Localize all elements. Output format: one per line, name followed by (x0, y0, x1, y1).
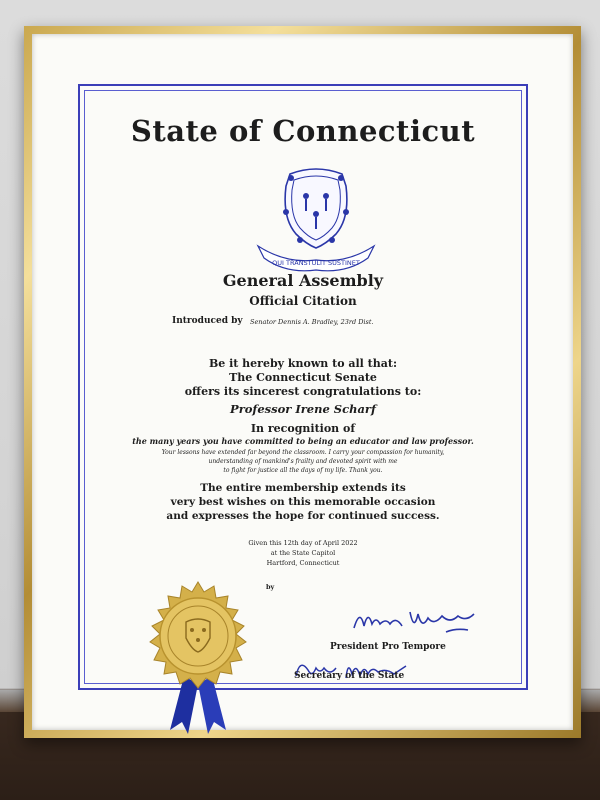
body-line: the many years you have committed to being an educator and law professor. (132, 436, 474, 446)
seal-motto: QUI TRANSTULIT SUSTINET (272, 259, 360, 267)
state-title: State of Connecticut (130, 114, 476, 148)
picture-frame (24, 26, 581, 738)
assembly-title: General Assembly (222, 271, 384, 290)
body-line: to fight for justice all the days of my life. Thank you. (223, 467, 383, 474)
citation-title: Official Citation (249, 294, 357, 308)
body-line: The entire membership extends its (200, 482, 406, 494)
body-line: very best wishes on this memorable occasion (170, 496, 436, 508)
body-line: The Connecticut Senate (229, 371, 377, 384)
given-city: Hartford, Connecticut (266, 559, 340, 567)
body-line: In recognition of (250, 422, 356, 435)
body-line: understanding of mankind's frailty and devoted spirit with me (208, 458, 398, 465)
sponsor-name: Senator Dennis A. Bradley, 23rd Dist. (250, 318, 374, 326)
body-line: Be it hereby known to all that: (208, 357, 398, 370)
signature-president (350, 602, 480, 636)
body-line: Your lessons have extended far beyond the classroom. I carry your compassion for humanity, (161, 449, 445, 456)
introduced-label: Introduced by (172, 316, 243, 326)
state-seal-icon (250, 166, 382, 276)
honoree-name: Professor Irene Scharf (230, 402, 376, 416)
by-label: by (266, 583, 275, 591)
given-place: at the State Capitol (270, 549, 336, 557)
secretary-title: Secretary of the State (294, 671, 405, 681)
gold-seal-icon (140, 580, 256, 736)
body-line: and expresses the hope for continued success. (166, 510, 440, 522)
president-title: President Pro Tempore (330, 642, 446, 652)
body-line: offers its sincerest congratulations to: (184, 385, 422, 398)
certificate-paper (32, 34, 573, 730)
given-date: Given this 12th day of April 2022 (248, 539, 358, 547)
